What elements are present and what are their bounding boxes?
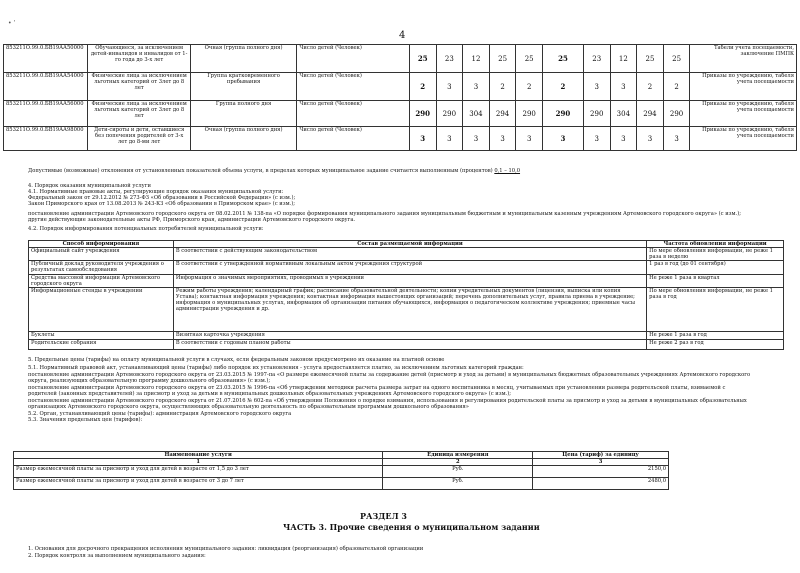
data-source: Приказы по учреждению, табеля учета посещаемости — [690, 73, 797, 101]
service-code: 853211О.99.0.БВ19АА98000 — [4, 127, 88, 151]
indicator-value: 290 — [583, 101, 610, 127]
volume-indicators-table — [3, 44, 797, 151]
service-form: Группа кратковременного пребывания — [190, 73, 296, 101]
section4-line: другие действующие законодательные акты РФ, Приморского края, администрации Артемовского городского округа. — [28, 217, 356, 223]
section5-line: постановление администрации Артемовского городского округа от 21.07.2016 № 602-па «Об утверждении Положения о порядке взимания, использования и регулирования родительской платы за присмотр и уход за детьми в муниципальных образовательных — [28, 398, 747, 404]
informing-method: Публичный доклад руководителя учреждения о результатах самообследования — [29, 261, 174, 275]
service-code: 853211О.99.0.БВ19АА50000 — [4, 45, 88, 73]
deviation-line: Допустимые (возможные) отклонения от установленных показателей объема услуги, в пределах которых муниципальное задание считается выполненным (процентов) 0,1 – 10,0 — [28, 168, 521, 174]
section5-line: 5.1. Нормативный правовой акт, устанавливающий цены (тарифы) либо порядок их установления - услуга предоставляется платно, за исключением льготных категорий граждан: — [28, 365, 524, 371]
informing-row — [29, 275, 784, 288]
section5-line: постановление администрации Артемовского городского округа от 23.03.2015 № 1996-па «Об утверждении методики расчета размера затрат на одного воспитанника в месяц, учитываемых при установлении размера родительской платы, взимаемой с — [28, 385, 726, 391]
section5-line: организациях Артемовского городского округа, осуществляющих образовательную деятельность по образовательным программам дошкольного образования» — [28, 404, 469, 410]
indicator-value: 290 — [516, 101, 543, 127]
indicator-value: 23 — [436, 45, 463, 73]
col-num-1: 1 — [14, 459, 383, 466]
section4-line: 4. Порядок оказания муниципальной услуги — [28, 183, 151, 189]
indicator-value: 2 — [542, 73, 583, 101]
tariff-unit: Руб. — [383, 478, 533, 490]
tariff-table — [13, 451, 669, 490]
informing-method: Официальный сайт учреждения — [29, 248, 174, 261]
data-source: Приказы по учреждению, табеля учета посещаемости — [690, 101, 797, 127]
informing-content: Информация о значимых мероприятиях, проводимых в учреждении — [173, 275, 646, 288]
section5-line: родителей (законных представителей) за присмотр и уход за детьми в муниципальных дошкольных образовательных учреждениях Артемовского городского округа» (с изм.); — [28, 391, 512, 397]
section4-line: постановление администрации Артемовского городского округа от 08.02.2011 № 138-па «О порядке формирования муниципального задания муниципальным бюджетным и муниципальным казенным учреждениям Артемовского городского округа» (с изм.); — [28, 211, 741, 217]
volume-row — [4, 101, 797, 127]
indicator-name: Число детей (Человек) — [297, 101, 410, 127]
service-code: 853211О.99.0.БВ19АА56000 — [4, 101, 88, 127]
volume-row — [4, 127, 797, 151]
indicator-value: 294 — [489, 101, 516, 127]
informing-row — [29, 288, 784, 332]
scan-mark: • ’ — [8, 20, 16, 27]
consumer-category: Физические лица за исключением льготных категорий от 3лет до 8 лет — [88, 73, 190, 101]
section4-line: 4.2. Порядок информирования потенциальных потребителей муниципальной услуги: — [28, 226, 264, 232]
indicator-value: 304 — [610, 101, 637, 127]
informing-frequency: 1 раз в год (до 01 сентября) — [647, 261, 784, 275]
col-num-2: 2 — [383, 459, 533, 466]
section5-line: 5.2. Орган, устанавливающий цены (тарифы): администрация Артемовского городского округа — [28, 411, 292, 417]
informing-table-body — [29, 248, 784, 350]
indicator-value: 3 — [463, 73, 490, 101]
volume-row — [4, 45, 797, 73]
indicator-value: 2 — [637, 73, 664, 101]
data-source: Приказы по учреждению, табеля учета посещаемости — [690, 127, 797, 151]
informing-row — [29, 340, 784, 350]
section4-line: Федеральный закон от 29.12.2012 № 273-ФЗ «Об образовании в Российской Федерации» (с изм.); — [28, 195, 296, 201]
informing-frequency: По мере обновления информации, не реже 1 раза в неделю — [647, 248, 784, 261]
informing-row — [29, 261, 784, 275]
section5-line: 5. Предельные цены (тарифы) на оплату муниципальной услуги в случаях, если федеральным законом предусмотрено их оказание на платной основе — [28, 357, 445, 363]
closing-line: 1. Основания для досрочного прекращения исполнения муниципального задания: ликвидация (реорганизация) образовательной организации — [28, 546, 424, 552]
informing-table — [28, 240, 784, 350]
indicator-value: 2 — [489, 73, 516, 101]
informing-frequency: По мере обновления информации, не реже 1 раза в год — [647, 288, 784, 332]
informing-content: Режим работы учреждения; календарный график; расписание образовательной деятельности; копии учредительных документов (лицензия, выписка или копия Устава); контактная информация учреждения; контактная информация вышестоящих организаций; перечень дополнительных услуг, правила приема в учреждение; информация о муниципальных услугах, информация об организации питания обучающихся, информация о педагогическом коллективе учреждения; приемные часы администрации учреждения и др. — [173, 288, 646, 332]
service-code: 853211О.99.0.БВ19АА54000 — [4, 73, 88, 101]
informing-method: Средства массовой информации Артемовского городского округа — [29, 275, 174, 288]
indicator-value: 25 — [637, 45, 664, 73]
indicator-value: 3 — [516, 127, 543, 151]
informing-content: В соответствии с утвержденной нормативным локальным актом учреждения структурой — [173, 261, 646, 275]
indicator-value: 290 — [542, 101, 583, 127]
indicator-value: 2 — [409, 73, 436, 101]
tariff-row — [14, 478, 669, 490]
indicator-name: Число детей (Человек) — [297, 73, 410, 101]
informing-row — [29, 332, 784, 340]
closing-line: 2. Порядок контроля за выполнением муниципального задания: — [28, 553, 206, 559]
informing-frequency: Не реже 1 раза в квартал — [647, 275, 784, 288]
indicator-value: 25 — [516, 45, 543, 73]
section4-line: Закон Приморского края от 13.08.2013 № 243-КЗ «Об образовании в Приморском крае» (с изм.); — [28, 201, 296, 207]
informing-method: Буклеты — [29, 332, 174, 340]
indicator-value: 12 — [610, 45, 637, 73]
indicator-value: 3 — [637, 127, 664, 151]
section5-line: постановление администрации Артемовского городского округа от 23.03.2015 № 1997-па «О размере ежемесячной платы за содержание детей (присмотр и уход за детьми) в муниципальных бюджетных образовательных учреждениях Артемовского городского — [28, 372, 751, 378]
indicator-value: 290 — [409, 101, 436, 127]
section-title-part3: ЧАСТЬ 3. Прочие сведения о муниципальном задании — [283, 522, 540, 532]
service-form: Группа полного дня — [190, 101, 296, 127]
tariff-row — [14, 466, 669, 478]
indicator-value: 25 — [663, 45, 690, 73]
indicator-value: 304 — [463, 101, 490, 127]
col-header-method: Способ информирования — [29, 241, 174, 248]
indicator-value: 25 — [542, 45, 583, 73]
informing-content: В соответствии с годовым планом работы — [173, 340, 646, 350]
col-header-frequency: Частота обновления информации — [647, 241, 784, 248]
indicator-value: 3 — [610, 127, 637, 151]
indicator-value: 3 — [436, 73, 463, 101]
tariff-unit: Руб. — [383, 466, 533, 478]
tariff-price: 2480,0 — [533, 478, 669, 490]
col-header-unit: Единица измерения — [383, 452, 533, 459]
indicator-value: 3 — [583, 127, 610, 151]
indicator-value: 3 — [542, 127, 583, 151]
tariff-service: Размер ежемесячной платы за присмотр и уход для детей в возрасте от 3 до 7 лет — [14, 478, 383, 490]
tariff-price: 2150,0 — [533, 466, 669, 478]
indicator-value: 12 — [463, 45, 490, 73]
indicator-value: 23 — [583, 45, 610, 73]
indicator-value: 2 — [516, 73, 543, 101]
consumer-category: Дети-сироты и дети, оставшиеся без попечения родителей от 3-х лет до 8-ми лет — [88, 127, 190, 151]
page-number: 4 — [399, 30, 406, 41]
col-header-service: Наименование услуги — [14, 452, 383, 459]
informing-row — [29, 248, 784, 261]
indicator-name: Число детей (Человек) — [297, 127, 410, 151]
informing-frequency: Не реже 2 раз в год — [647, 340, 784, 350]
indicator-value: 290 — [663, 101, 690, 127]
data-source: Табели учета посещаемости, заключение ПМПК — [690, 45, 797, 73]
indicator-value: 3 — [663, 127, 690, 151]
col-num-3: 3 — [533, 459, 669, 466]
consumer-category: Физические лица за исключением льготных категорий от 3лет до 8 лет — [88, 101, 190, 127]
service-form: Очная (группа полного дня) — [190, 45, 296, 73]
col-header-price: Цена (тариф) за единицу — [533, 452, 669, 459]
indicator-value: 290 — [436, 101, 463, 127]
indicator-value: 3 — [409, 127, 436, 151]
informing-content: Визитная карточка учреждения — [173, 332, 646, 340]
section4-line: 4.1. Нормативные правовые акты, регулирующие порядок оказания муниципальной услуги: — [28, 189, 284, 195]
indicator-value: 25 — [409, 45, 436, 73]
indicator-name: Число детей (Человек) — [297, 45, 410, 73]
indicator-value: 294 — [637, 101, 664, 127]
indicator-value: 25 — [489, 45, 516, 73]
informing-method: Родительские собрания — [29, 340, 174, 350]
informing-frequency: Не реже 1 раза в год — [647, 332, 784, 340]
tariff-service: Размер ежемесячной платы за присмотр и уход для детей в возрасте от 1,5 до 3 лет — [14, 466, 383, 478]
section5-line: округа, реализующих образовательную программу дошкольного образования» (с изм.); — [28, 378, 271, 384]
col-header-content: Состав размещаемой информации — [173, 241, 646, 248]
informing-content: В соответствии с действующим законодательством — [173, 248, 646, 261]
indicator-value: 3 — [583, 73, 610, 101]
indicator-value: 3 — [463, 127, 490, 151]
indicator-value: 2 — [663, 73, 690, 101]
section5-line: 5.3. Значения предельных цен (тарифов): — [28, 417, 143, 423]
indicator-value: 3 — [610, 73, 637, 101]
tariff-table-body — [14, 466, 669, 490]
volume-table-body — [4, 45, 797, 151]
indicator-value: 3 — [436, 127, 463, 151]
consumer-category: Обучающиеся, за исключением детей-инвалидов и инвалидов от 1-го года до 3-х лет — [88, 45, 190, 73]
volume-row — [4, 73, 797, 101]
section-title-razdel: РАЗДЕЛ 3 — [360, 511, 407, 521]
informing-method: Информационные стенды в учреждении — [29, 288, 174, 332]
indicator-value: 3 — [489, 127, 516, 151]
service-form: Очная (группа полного дня) — [190, 127, 296, 151]
